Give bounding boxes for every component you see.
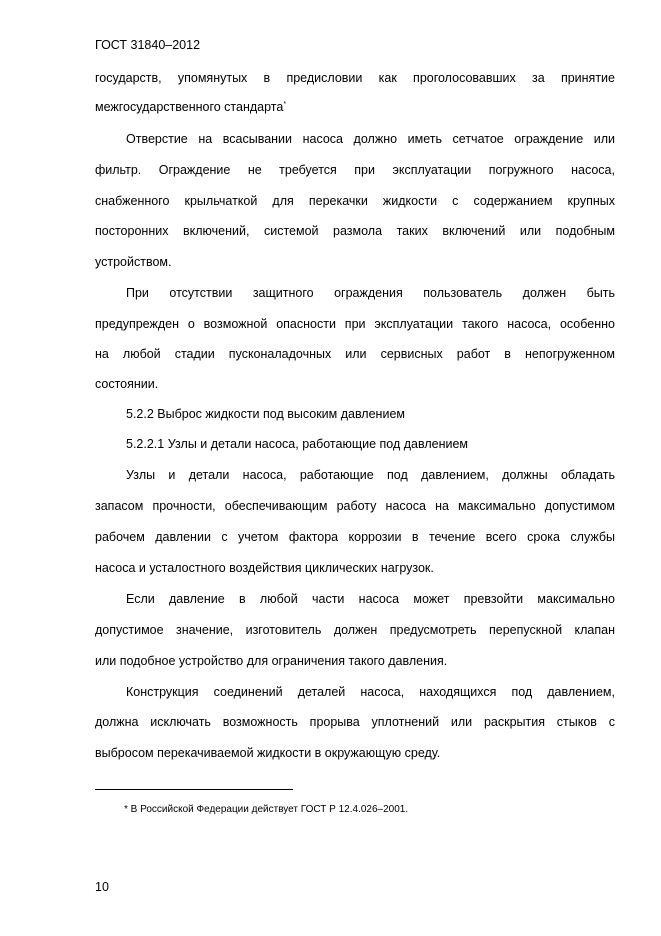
text-line: Узлы и детали насоса, работающие под давлением, должны обладать [126, 468, 615, 482]
section-heading: 5.2.2.1 Узлы и детали насоса, работающие под давлением [126, 437, 469, 451]
text-line: состоянии. [95, 377, 159, 391]
text-line: устройством. [95, 255, 172, 269]
text-line: на любой стадии пусконаладочных или сервисных работ в непогруженном [95, 347, 615, 361]
text-line: посторонних включений, системой размола таких включений или подобным [95, 224, 615, 238]
text-line: или подобное устройство для ограничения такого давления. [95, 654, 448, 668]
text-line: Если давление в любой части насоса может превзойти максимально [126, 592, 615, 606]
footnote-reference: * [283, 100, 287, 108]
document-header: ГОСТ 31840–2012 [95, 38, 201, 52]
text-line: допустимое значение, изготовитель должен предусмотреть перепускной клапан [95, 623, 615, 637]
text-line: Конструкция соединений деталей насоса, находящихся под давлением, [126, 685, 615, 699]
text-line: должна исключать возможность прорыва уплотнений или раскрытия стыков с [95, 715, 615, 729]
text-line: рабочем давлении с учетом фактора коррозии в течение всего срока службы [95, 530, 615, 544]
footnote: * В Российской Федерации действует ГОСТ Р 12.4.026–2001. [124, 804, 409, 815]
text-line: фильтр. Ограждение не требуется при эксплуатации погружного насоса, [95, 163, 615, 177]
text-line: насоса и усталостного воздействия циклических нагрузок. [95, 561, 434, 575]
text-line: Отверстие на всасывании насоса должно иметь сетчатое ограждение или [126, 132, 615, 146]
page-number: 10 [95, 880, 109, 894]
text-line: запасом прочности, обеспечивающим работу насоса на максимально допустимом [95, 499, 615, 513]
text-line: предупрежден о возможной опасности при эксплуатации такого насоса, особенно [95, 317, 615, 331]
text-line: При отсутствии защитного ограждения пользователь должен быть [126, 286, 615, 300]
text-line: государств, упомянутых в предисловии как проголосовавших за принятие [95, 71, 615, 85]
footnote-divider [95, 789, 293, 790]
text-line: выбросом перекачиваемой жидкости в окружающую среду. [95, 746, 441, 760]
text-line: межгосударственного стандарта* [95, 100, 287, 114]
section-heading: 5.2.2 Выброс жидкости под высоким давлением [126, 407, 405, 421]
text-line: снабженного крыльчаткой для перекачки жидкости с содержанием крупных [95, 194, 615, 208]
